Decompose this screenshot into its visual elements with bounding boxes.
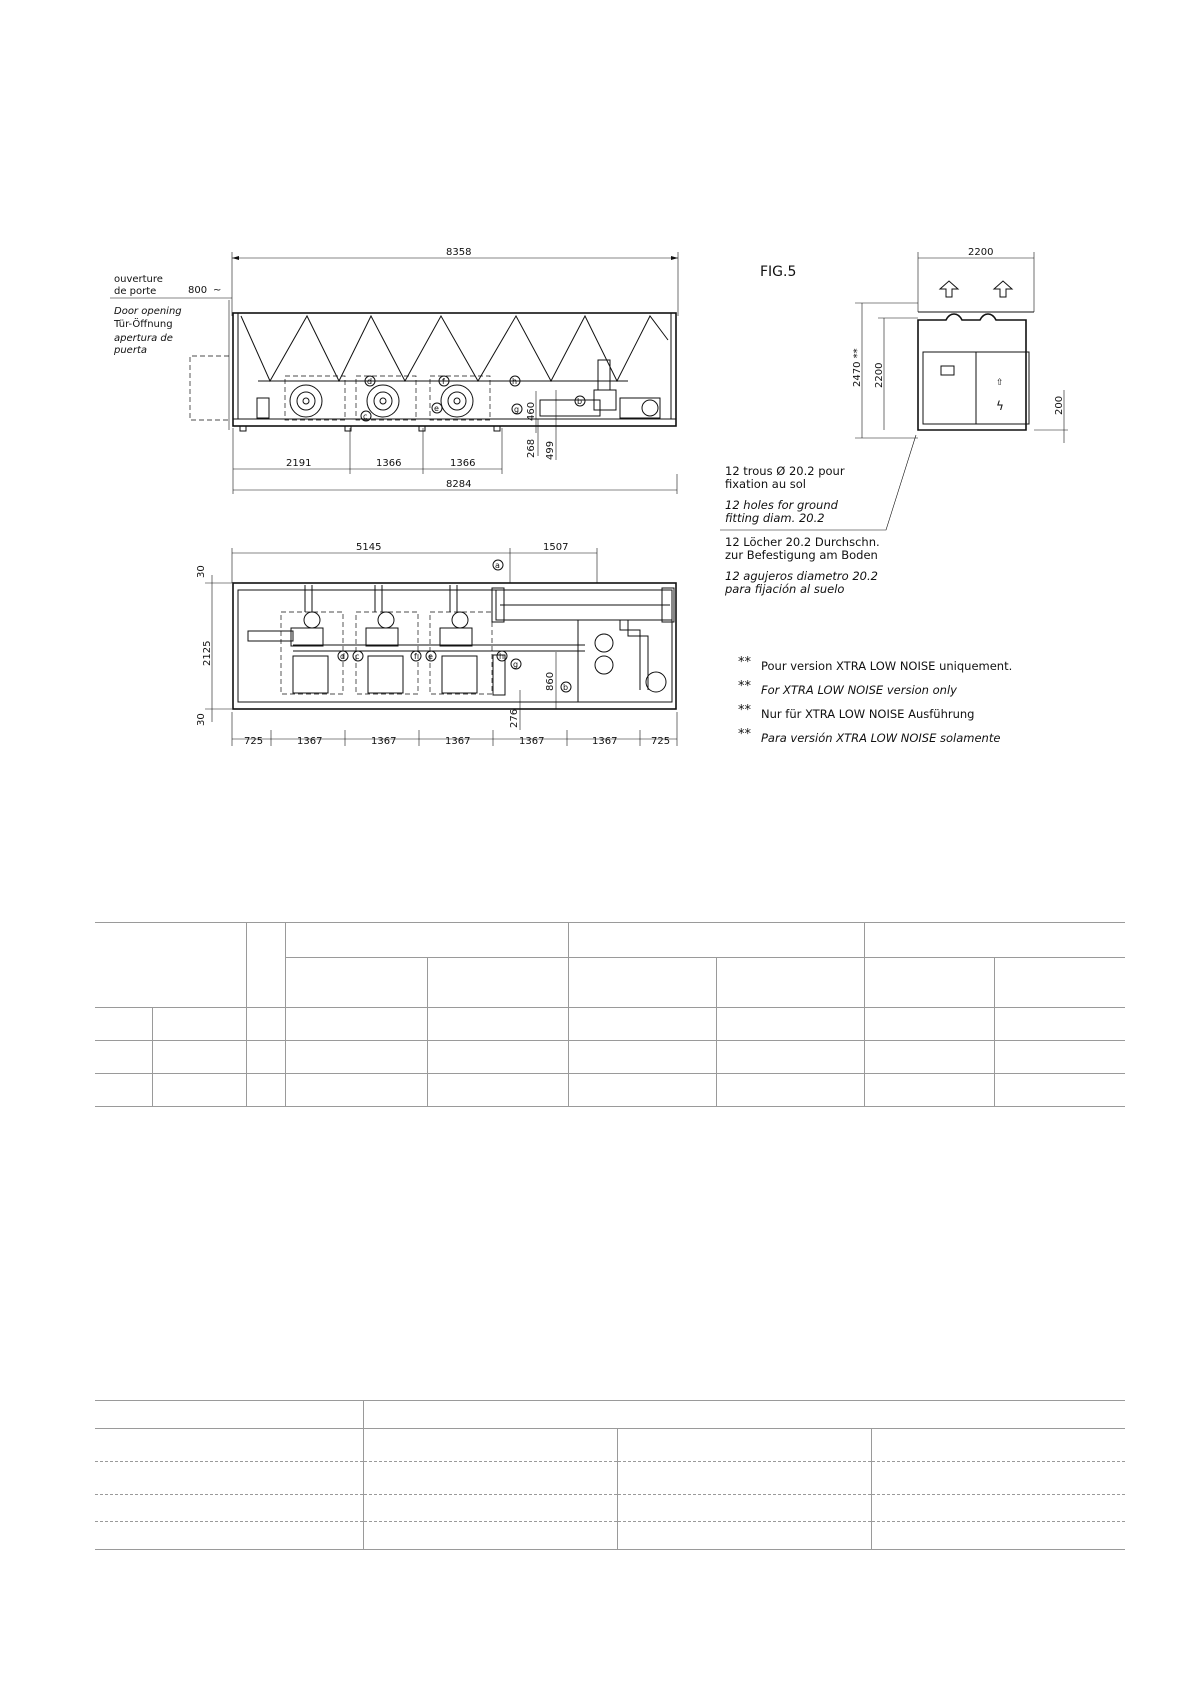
svg-text:h: h xyxy=(512,377,518,386)
svg-text:~: ~ xyxy=(213,285,222,296)
svg-text:e: e xyxy=(428,652,433,661)
t1-header-cell xyxy=(568,923,864,958)
svg-text:e: e xyxy=(434,404,439,413)
svg-text:1367: 1367 xyxy=(592,736,618,747)
door-label-de: Tür-Öffnung xyxy=(114,319,173,330)
table-row xyxy=(95,1495,1125,1522)
footnotes xyxy=(738,655,1012,745)
dim-overall-length: 8358 xyxy=(446,247,472,258)
svg-text:Nur für XTRA LOW NOISE Ausführ: Nur für XTRA LOW NOISE Ausführung xyxy=(761,707,975,721)
table-row xyxy=(95,1522,1125,1550)
plan-view xyxy=(196,542,677,747)
svg-text:725: 725 xyxy=(651,736,671,747)
door-label-fr-1: ouverture xyxy=(114,274,163,285)
svg-text:12 agujeros diametro 20.2: 12 agujeros diametro 20.2 xyxy=(725,569,878,583)
svg-text:2200: 2200 xyxy=(968,247,994,258)
svg-text:Para versión XTRA LOW NOISE so: Para versión XTRA LOW NOISE solamente xyxy=(761,731,1001,745)
side-view xyxy=(110,247,678,494)
svg-text:1367: 1367 xyxy=(519,736,545,747)
svg-text:f: f xyxy=(442,377,445,386)
t1-header-cell xyxy=(864,923,1125,958)
svg-text:para fijación al suelo: para fijación al suelo xyxy=(725,582,845,596)
svg-text:276: 276 xyxy=(509,708,520,728)
svg-text:d: d xyxy=(340,652,346,661)
plan-compressor-2 xyxy=(356,585,418,694)
dim-door-clearance: 800 xyxy=(188,285,208,296)
svg-text:2470 **: 2470 ** xyxy=(852,348,863,387)
svg-text:30: 30 xyxy=(196,713,207,726)
svg-text:725: 725 xyxy=(244,736,264,747)
table-row xyxy=(95,1041,1125,1074)
t1-header-cell xyxy=(246,923,285,1008)
plan-compressor-1 xyxy=(281,585,346,694)
svg-text:f: f xyxy=(414,652,417,661)
technical-drawing xyxy=(0,0,1190,790)
svg-text:12 trous Ø 20.2 pour: 12 trous Ø 20.2 pour xyxy=(725,464,845,478)
svg-text:2200: 2200 xyxy=(874,362,885,388)
door-label-en: Door opening xyxy=(114,306,182,317)
svg-text:1507: 1507 xyxy=(543,542,569,553)
svg-text:h: h xyxy=(499,652,505,661)
svg-text:a: a xyxy=(495,561,500,570)
table-row xyxy=(95,1429,1125,1462)
plan-compressor-3 xyxy=(430,585,492,694)
t1-header-cell xyxy=(95,923,246,1008)
svg-text:12 Löcher 20.2 Durchschn.: 12 Löcher 20.2 Durchschn. xyxy=(725,535,880,549)
svg-text:1367: 1367 xyxy=(445,736,471,747)
svg-text:30: 30 xyxy=(196,565,207,578)
svg-text:2125: 2125 xyxy=(202,640,213,666)
table-row xyxy=(95,1074,1125,1107)
svg-text:860: 860 xyxy=(545,671,556,691)
svg-text:460: 460 xyxy=(526,401,537,421)
svg-text:499: 499 xyxy=(545,440,556,460)
svg-text:g: g xyxy=(514,405,520,414)
door-label-fr-2: de porte xyxy=(114,286,157,297)
pump-assembly xyxy=(540,360,660,418)
table-row xyxy=(95,1008,1125,1041)
svg-text:ϟ: ϟ xyxy=(996,399,1004,413)
door-label-es-1: apertura de xyxy=(114,333,173,344)
table-row xyxy=(95,1462,1125,1495)
svg-text:5145: 5145 xyxy=(356,542,382,553)
svg-text:c: c xyxy=(363,412,368,421)
svg-text:fixation au sol: fixation au sol xyxy=(725,477,806,491)
t1-header-cell xyxy=(285,923,568,958)
svg-text:⇧: ⇧ xyxy=(996,378,1004,388)
compressor-1 xyxy=(285,376,345,420)
svg-text:12 holes for ground: 12 holes for ground xyxy=(725,498,838,512)
svg-text:g: g xyxy=(513,660,519,669)
svg-text:b: b xyxy=(577,397,583,406)
svg-text:200: 200 xyxy=(1054,395,1065,415)
svg-text:Pour version XTRA LOW NOISE un: Pour version XTRA LOW NOISE uniquement. xyxy=(761,659,1013,673)
empty-table-2 xyxy=(95,1400,1125,1550)
svg-text:268: 268 xyxy=(526,438,537,458)
svg-text:1367: 1367 xyxy=(371,736,397,747)
svg-text:**: ** xyxy=(738,655,751,670)
svg-text:**: ** xyxy=(738,703,751,718)
svg-text:zur Befestigung am Boden: zur Befestigung am Boden xyxy=(725,548,878,562)
svg-text:c: c xyxy=(355,652,360,661)
door-label-es-2: puerta xyxy=(114,345,147,356)
svg-text:b: b xyxy=(563,683,569,692)
dim-base-length: 8284 xyxy=(446,479,472,490)
svg-text:1367: 1367 xyxy=(297,736,323,747)
svg-text:For XTRA LOW NOISE version onl: For XTRA LOW NOISE version only xyxy=(761,683,957,697)
svg-text:1366: 1366 xyxy=(376,458,402,469)
svg-text:2191: 2191 xyxy=(286,458,312,469)
svg-text:1366: 1366 xyxy=(450,458,476,469)
empty-table-1 xyxy=(95,922,1125,1107)
svg-text:**: ** xyxy=(738,679,751,694)
svg-text:**: ** xyxy=(738,727,751,742)
figure-label: FIG.5 xyxy=(760,264,797,280)
svg-text:d: d xyxy=(367,377,373,386)
svg-text:fitting diam. 20.2: fitting diam. 20.2 xyxy=(725,511,825,525)
